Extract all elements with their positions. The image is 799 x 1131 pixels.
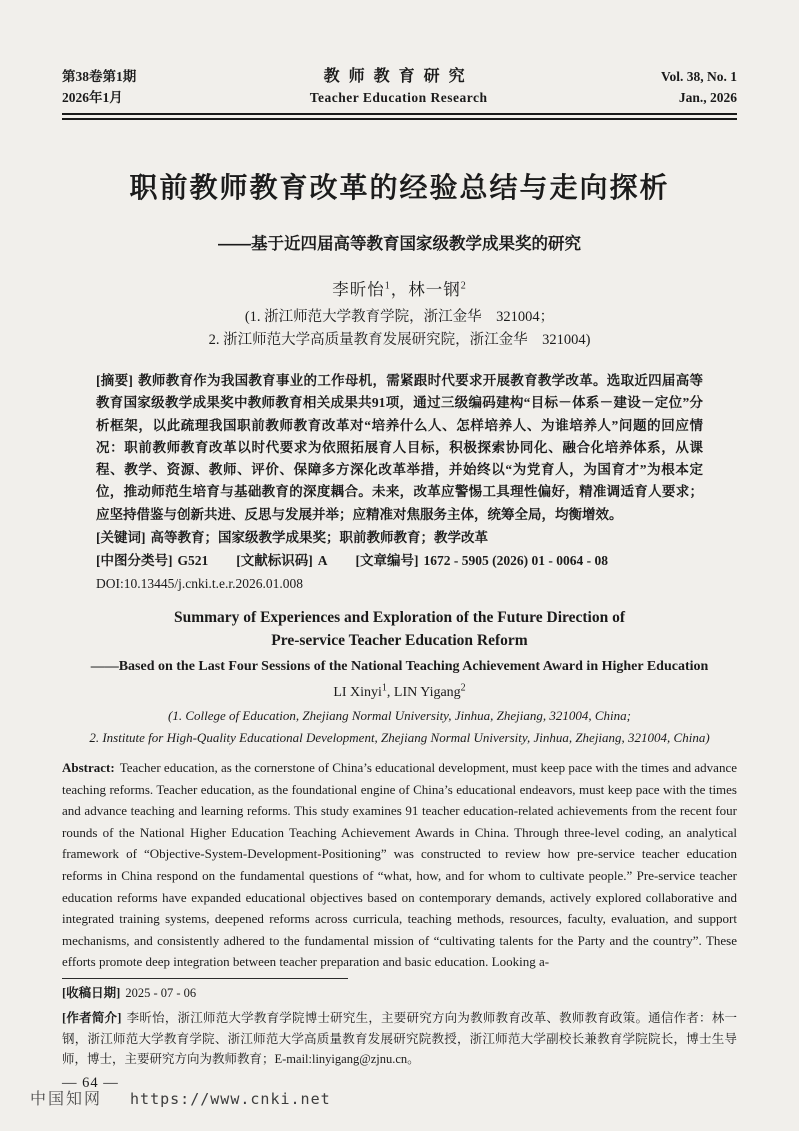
author-en-2-affil-mark: 2 xyxy=(460,682,466,694)
doc-code-label: [文献标识码] xyxy=(236,553,313,569)
footnote-received xyxy=(62,983,737,1004)
author-bio-label: [作者简介] xyxy=(62,1010,122,1025)
footnote-separator-rule xyxy=(62,978,348,979)
article-subtitle-cn: ——基于近四届高等教育国家级教学成果奖的研究 xyxy=(218,235,581,253)
abstract-en-label: Abstract: xyxy=(62,760,115,776)
footnote-author-bio xyxy=(62,1008,737,1070)
journal-vol-en: Vol. 38, No. 1 xyxy=(660,69,737,84)
article-id-label: [文章编号] xyxy=(355,553,419,569)
keywords-label: [关键词] xyxy=(96,530,146,546)
received-date-label: [收稿日期] xyxy=(62,986,121,1001)
cnki-url: https://www.cnki.net xyxy=(130,1090,331,1108)
author-cn-1: 李昕怡 xyxy=(332,280,385,299)
affiliation-en-2: 2. Institute for High-Quality Educational Development, Zhejiang Normal University, Jinhua, Zhejiang, 321004, China) xyxy=(89,729,710,745)
journal-date-cn: 2026年1月 xyxy=(62,90,123,105)
affiliations-en xyxy=(62,705,737,748)
authors-en xyxy=(62,682,737,701)
clc-value: G521 xyxy=(177,553,209,569)
header-double-rule xyxy=(62,113,737,120)
clc-segment xyxy=(96,553,208,568)
journal-title-en: Teacher Education Research xyxy=(309,90,488,105)
journal-header xyxy=(62,66,737,108)
received-date-value: 2025 - 07 - 06 xyxy=(125,986,197,1001)
affiliation-cn-1: (1. 浙江师范大学教育学院，浙江金华 321004； xyxy=(244,309,555,325)
author-bio-text: 李昕怡，浙江师范大学教育学院博士研究生，主要研究方向为教师教育改革、教师教育政策。通信作者：林一钢，浙江师范大学教育学院、浙江师范大学高质量教育发展研究院教授，浙江师范大学副校长兼教育学院院长，博士生导师，博士，主要研究方向为教师教育；E-mail:linyigang@zjnu.cn。 xyxy=(62,1010,737,1067)
keywords-text: 高等教育；国家级教学成果奖；职前教师教育；教学改革 xyxy=(150,530,488,546)
affiliations-cn xyxy=(62,306,737,352)
authors-cn xyxy=(62,276,737,300)
page-number: — 64 — xyxy=(62,1075,119,1092)
abstract-en-text: Teacher education, as the cornerstone of China’s educational development, must keep pace with the times and advance teaching reforms. Teacher education, as the foundational engine of China’s educational endeavors, must keep pace with the times and advance teaching and learning reforms. This study examines 91 teacher education-related achievements from the recent four rounds of the National Higher Education Teaching Achievement Awards in China. Through three-level coding, an analytical framework of “Objective-System-Development-Positioning” was constructed to review how pre-service teacher education reforms in China respond on the fundamental questions of “what, how, and for whom to cultivate people.” Pre-service teacher education reforms have expanded educational objectives based on contemporary demands, actively explored collaborative and integrated training systems, deepened reforms across curricula, teaching methods, resources, faculty, evaluation, and support mechanisms, and consistently adhered to the fundamental mission of “cultivating talents for the Party and the country”. These efforts promote deep integration between teacher preparation and basic education. Looking a- xyxy=(62,760,737,970)
article-subtitle-en: ——Based on the Last Four Sessions of the National Teaching Achievement Award in Higher Education xyxy=(90,659,709,675)
author-cn-separator: ， xyxy=(390,280,409,299)
author-en-separator: , LIN Yigang xyxy=(386,685,461,701)
abstract-en xyxy=(62,757,737,973)
cnki-watermark xyxy=(30,1086,331,1109)
article-title-en-line2: Pre-service Teacher Education Reform xyxy=(271,631,528,649)
journal-vol-block xyxy=(661,66,737,108)
article-title-en xyxy=(62,607,737,652)
journal-title-block xyxy=(136,66,661,108)
article-id-segment xyxy=(356,553,608,568)
author-cn-2: 林一钢 xyxy=(408,280,461,299)
clc-label: [中图分类号] xyxy=(96,553,173,569)
abstract-cn-text: 教师教育作为我国教育事业的工作母机，需紧跟时代要求开展教育教学改革。选取近四届高等教育国家级教学成果奖中教师教育相关成果共91项，通过三级编码建构“目标－体系－建设－定位”分析框架，以此疏理我国职前教师教育改革对“培养什么人、怎样培养人、为谁培养人”问题的回应情况：职前教师教育改革以时代要求为依照拓展育人目标，积极探索协同化、融合化培养体系，从课程、教学、资源、教师、评价、保障多方深化改革举措，并始终以“为党育人，为国育才”为根本定位，推动师范生培育与基础教育的深度耦合。未来，改革应警惕工具理性偏好，精准调适育人要求；应坚持借鉴与创新共进、反思与发展并举；应精准对焦服务主体，统筹全局，均衡增效。 xyxy=(96,373,703,522)
article-title-cn: 职前教师教育改革的经验总结与走向探析 xyxy=(129,172,670,203)
classification-line xyxy=(96,549,703,572)
article-id-value: 1672 - 5905 (2026) 01 - 0064 - 08 xyxy=(423,553,608,569)
doc-code-value: A xyxy=(317,553,328,569)
abstract-cn xyxy=(96,370,703,526)
affiliation-en-1: (1. College of Education, Zhejiang Normal University, Jinhua, Zhejiang, 321004, China; xyxy=(168,708,631,724)
cnki-site-name: 中国知网 xyxy=(30,1091,103,1108)
doi-line: DOI:10.13445/j.cnki.t.e.r.2026.01.008 xyxy=(96,576,303,592)
journal-title-cn: 教师教育研究 xyxy=(323,68,474,85)
journal-date-en: Jan., 2026 xyxy=(678,90,737,105)
author-cn-1-affil-mark: 1 xyxy=(384,280,391,292)
journal-issue-cn: 第38卷第1期 xyxy=(62,69,137,84)
author-cn-2-affil-mark: 2 xyxy=(460,280,467,292)
doc-code-segment xyxy=(236,553,327,568)
article-title-en-line1: Summary of Experiences and Exploration of the Future Direction of xyxy=(173,609,626,627)
affiliation-cn-2: 2. 浙江师范大学高质量教育发展研究院，浙江金华 321004) xyxy=(208,332,591,348)
journal-issue-block xyxy=(62,66,136,108)
author-en-1-affil-mark: 1 xyxy=(381,682,387,694)
abstract-cn-label: [摘要] xyxy=(96,373,133,388)
author-en-1: LI Xinyi xyxy=(333,685,382,701)
keywords-line xyxy=(96,526,703,549)
